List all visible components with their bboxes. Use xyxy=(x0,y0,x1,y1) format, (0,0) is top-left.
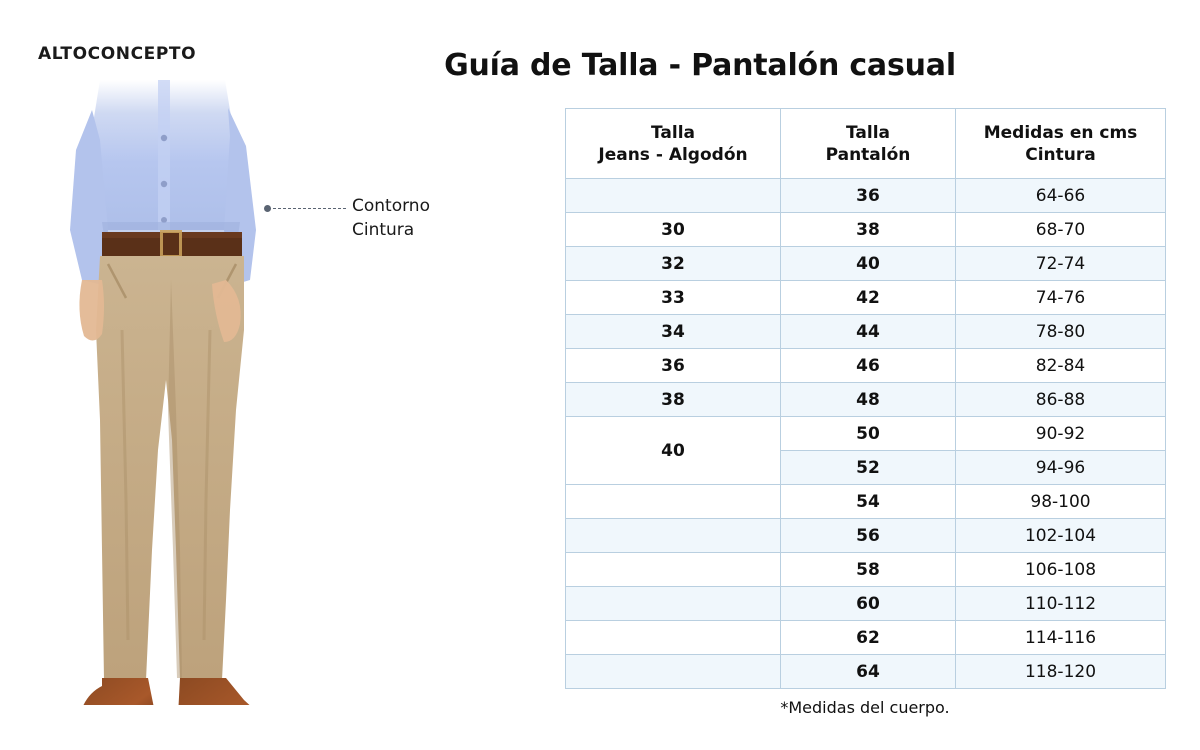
size-table xyxy=(565,108,1166,689)
cell-talla-jeans xyxy=(566,519,781,553)
table-row xyxy=(566,621,1166,655)
table-row xyxy=(566,655,1166,689)
cell-medidas-cms: 78-80 xyxy=(956,315,1166,349)
cell-medidas-cms: 94-96 xyxy=(956,451,1166,485)
callout-line-1: Contorno xyxy=(352,196,430,216)
callout-leader-line xyxy=(268,208,346,209)
header-talla-pantalon xyxy=(781,109,956,179)
cell-talla-jeans xyxy=(566,179,781,213)
cell-medidas-cms: 72-74 xyxy=(956,247,1166,281)
cell-medidas-cms: 86-88 xyxy=(956,383,1166,417)
table-row xyxy=(566,383,1166,417)
cell-medidas-cms: 110-112 xyxy=(956,587,1166,621)
footnote: *Medidas del cuerpo. xyxy=(780,698,950,717)
cell-talla-pantalon: 42 xyxy=(781,281,956,315)
cell-talla-pantalon: 40 xyxy=(781,247,956,281)
cell-medidas-cms: 98-100 xyxy=(956,485,1166,519)
table-body xyxy=(566,179,1166,689)
size-table-wrapper xyxy=(565,108,1165,689)
cell-talla-pantalon: 48 xyxy=(781,383,956,417)
cell-talla-pantalon: 60 xyxy=(781,587,956,621)
cell-talla-pantalon: 50 xyxy=(781,417,956,451)
table-row xyxy=(566,247,1166,281)
cell-talla-pantalon: 64 xyxy=(781,655,956,689)
cell-talla-pantalon: 56 xyxy=(781,519,956,553)
brand-logo: ALTOCONCEPTO xyxy=(38,44,197,64)
cell-medidas-cms: 74-76 xyxy=(956,281,1166,315)
cell-talla-pantalon: 44 xyxy=(781,315,956,349)
cell-talla-jeans xyxy=(566,655,781,689)
cell-talla-jeans: 34 xyxy=(566,315,781,349)
cell-talla-pantalon: 58 xyxy=(781,553,956,587)
cell-talla-jeans: 40 xyxy=(566,417,781,485)
cell-medidas-cms: 82-84 xyxy=(956,349,1166,383)
cell-talla-pantalon: 54 xyxy=(781,485,956,519)
cell-talla-jeans xyxy=(566,587,781,621)
cell-talla-jeans xyxy=(566,553,781,587)
table-row xyxy=(566,315,1166,349)
callout-line-2: Cintura xyxy=(352,220,415,240)
cell-talla-jeans xyxy=(566,621,781,655)
cell-talla-pantalon: 36 xyxy=(781,179,956,213)
table-row xyxy=(566,179,1166,213)
table-row xyxy=(566,519,1166,553)
cell-talla-jeans: 30 xyxy=(566,213,781,247)
header-talla-jeans-line1: Talla xyxy=(650,122,695,143)
cell-medidas-cms: 68-70 xyxy=(956,213,1166,247)
table-row xyxy=(566,587,1166,621)
cell-medidas-cms: 102-104 xyxy=(956,519,1166,553)
table-row xyxy=(566,281,1166,315)
table-row xyxy=(566,553,1166,587)
header-talla-jeans-line2: Jeans - Algodón xyxy=(598,144,748,165)
cell-talla-pantalon: 46 xyxy=(781,349,956,383)
header-talla-jeans xyxy=(566,109,781,179)
cell-talla-pantalon: 62 xyxy=(781,621,956,655)
header-medidas-cms-line2: Cintura xyxy=(1025,144,1096,165)
cell-medidas-cms: 114-116 xyxy=(956,621,1166,655)
header-talla-pantalon-line2: Pantalón xyxy=(825,144,911,165)
table-row xyxy=(566,213,1166,247)
cell-medidas-cms: 64-66 xyxy=(956,179,1166,213)
cell-talla-jeans: 36 xyxy=(566,349,781,383)
cell-talla-pantalon: 38 xyxy=(781,213,956,247)
callout-waist xyxy=(352,194,430,242)
header-medidas-cms-line1: Medidas en cms xyxy=(983,122,1138,143)
cell-medidas-cms: 106-108 xyxy=(956,553,1166,587)
page-title: Guía de Talla - Pantalón casual xyxy=(444,48,956,83)
cell-medidas-cms: 118-120 xyxy=(956,655,1166,689)
table-header-row xyxy=(566,109,1166,179)
cell-talla-jeans: 33 xyxy=(566,281,781,315)
cell-medidas-cms: 90-92 xyxy=(956,417,1166,451)
cell-talla-jeans: 38 xyxy=(566,383,781,417)
header-medidas-cms xyxy=(956,109,1166,179)
cell-talla-pantalon: 52 xyxy=(781,451,956,485)
table-head xyxy=(566,109,1166,179)
product-photo xyxy=(30,80,330,705)
table-row xyxy=(566,417,1166,451)
cell-talla-jeans xyxy=(566,485,781,519)
table-row xyxy=(566,485,1166,519)
header-talla-pantalon-line1: Talla xyxy=(845,122,890,143)
cell-talla-jeans: 32 xyxy=(566,247,781,281)
table-row xyxy=(566,349,1166,383)
